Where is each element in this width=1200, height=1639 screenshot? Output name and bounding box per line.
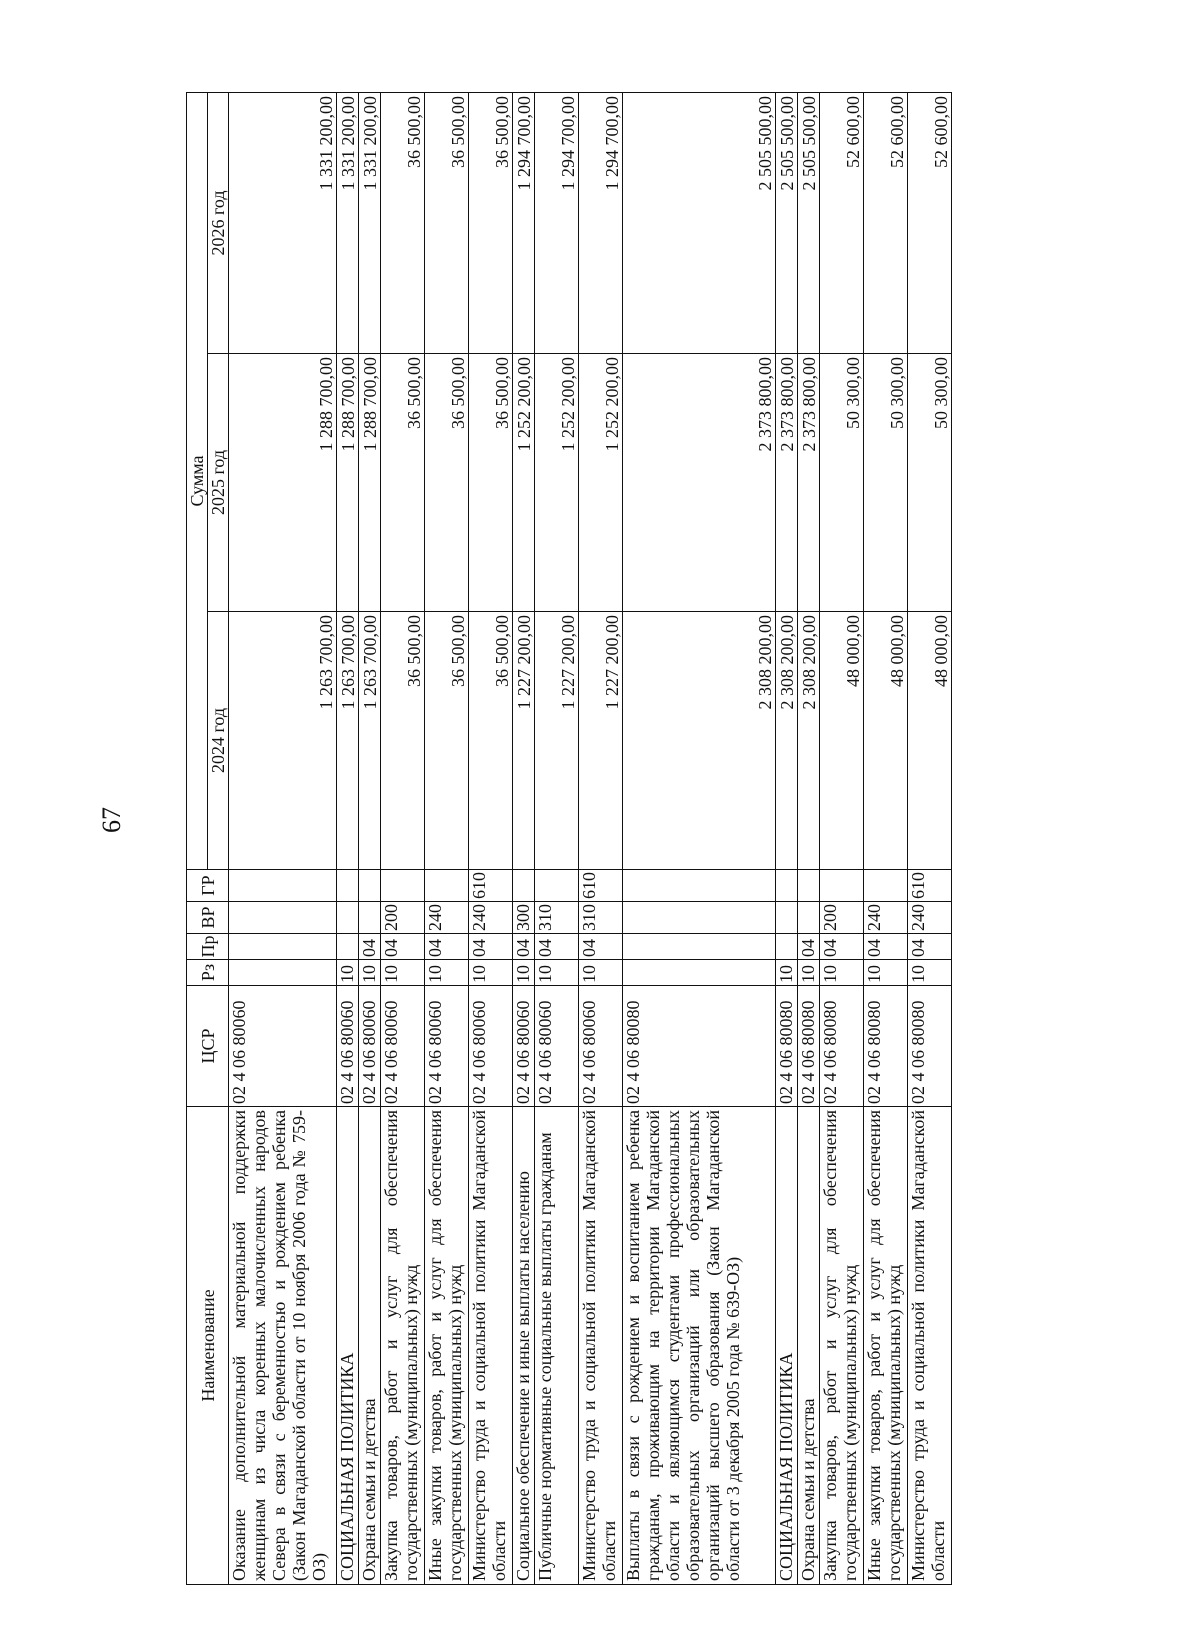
gr-cell: [359, 870, 381, 902]
table-row: [776, 92, 798, 1584]
amount-2026-cell: 1 294 700,00: [535, 92, 579, 353]
header-2025: 2025 год: [208, 354, 229, 612]
budget-table-page: [186, 93, 1076, 1585]
rz-cell: [229, 960, 337, 986]
name-cell: Министерство труда и социальной политики Магаданской области: [908, 1107, 952, 1585]
amount-2026-cell: 52 600,00: [820, 92, 864, 353]
header-pr: Пр: [187, 934, 229, 960]
amount-2024-cell: 36 500,00: [469, 612, 513, 870]
gr-cell: [798, 870, 820, 902]
table-row: [425, 92, 469, 1584]
name-cell: Охрана семьи и детства: [798, 1107, 820, 1585]
table-row: [908, 92, 952, 1584]
amount-2024-cell: 36 500,00: [381, 612, 425, 870]
csr-cell: 02 4 06 80060: [513, 986, 535, 1107]
name-cell: Закупка товаров, работ и услуг для обеспечения государственных (муниципальных) нужд: [381, 1107, 425, 1585]
csr-cell: 02 4 06 80080: [776, 986, 798, 1107]
pr-cell: [623, 934, 776, 960]
amount-2025-cell: 1 252 200,00: [513, 354, 535, 612]
amount-2026-cell: 1 331 200,00: [337, 92, 359, 353]
vr-cell: 300: [513, 902, 535, 934]
pr-cell: 04: [908, 934, 952, 960]
amount-2026-cell: 52 600,00: [908, 92, 952, 353]
csr-cell: 02 4 06 80060: [337, 986, 359, 1107]
header-csr: ЦСР: [187, 986, 229, 1107]
name-cell: Министерство труда и социальной политики Магаданской области: [579, 1107, 623, 1585]
amount-2025-cell: 2 373 800,00: [798, 354, 820, 612]
vr-cell: 240: [864, 902, 908, 934]
vr-cell: [776, 902, 798, 934]
name-cell: Министерство труда и социальной политики Магаданской области: [469, 1107, 513, 1585]
csr-cell: 02 4 06 80060: [359, 986, 381, 1107]
gr-cell: [513, 870, 535, 902]
rz-cell: 10: [820, 960, 864, 986]
rz-cell: [623, 960, 776, 986]
pr-cell: 04: [381, 934, 425, 960]
gr-cell: [425, 870, 469, 902]
name-cell: СОЦИАЛЬНАЯ ПОЛИТИКА: [337, 1107, 359, 1585]
table-row: [381, 92, 425, 1584]
amount-2024-cell: 1 227 200,00: [513, 612, 535, 870]
csr-cell: 02 4 06 80060: [535, 986, 579, 1107]
amount-2026-cell: 1 294 700,00: [513, 92, 535, 353]
amount-2024-cell: 2 308 200,00: [776, 612, 798, 870]
csr-cell: 02 4 06 80060: [579, 986, 623, 1107]
gr-cell: 610: [469, 870, 513, 902]
amount-2024-cell: 1 263 700,00: [359, 612, 381, 870]
name-cell: Выплаты в связи с рождением и воспитанием ребенка гражданам, проживающим на территории Магаданской области и являющимся студентами профессиональных образовательных организаций или образовательных организаций высшего образования (Закон Магаданской области от 3 декабря 2005 года № 639-ОЗ): [623, 1107, 776, 1585]
amount-2026-cell: 36 500,00: [381, 92, 425, 353]
pr-cell: [776, 934, 798, 960]
amount-2026-cell: 2 505 500,00: [798, 92, 820, 353]
rz-cell: 10: [535, 960, 579, 986]
amount-2024-cell: 48 000,00: [864, 612, 908, 870]
vr-cell: [623, 902, 776, 934]
gr-cell: [337, 870, 359, 902]
amount-2026-cell: 36 500,00: [469, 92, 513, 353]
rz-cell: 10: [908, 960, 952, 986]
pr-cell: 04: [820, 934, 864, 960]
vr-cell: [798, 902, 820, 934]
rz-cell: 10: [579, 960, 623, 986]
vr-cell: 200: [820, 902, 864, 934]
gr-cell: 610: [579, 870, 623, 902]
rz-cell: 10: [776, 960, 798, 986]
amount-2025-cell: 50 300,00: [820, 354, 864, 612]
gr-cell: [820, 870, 864, 902]
rz-cell: 10: [359, 960, 381, 986]
gr-cell: [535, 870, 579, 902]
rz-cell: 10: [469, 960, 513, 986]
amount-2025-cell: 2 373 800,00: [776, 354, 798, 612]
amount-2026-cell: 1 331 200,00: [359, 92, 381, 353]
header-sum: Сумма: [187, 92, 208, 869]
table-row: [820, 92, 864, 1584]
vr-cell: 240: [908, 902, 952, 934]
name-cell: СОЦИАЛЬНАЯ ПОЛИТИКА: [776, 1107, 798, 1585]
amount-2024-cell: 2 308 200,00: [623, 612, 776, 870]
csr-cell: 02 4 06 80060: [469, 986, 513, 1107]
csr-cell: 02 4 06 80060: [229, 986, 337, 1107]
amount-2026-cell: 2 505 500,00: [776, 92, 798, 353]
table-row: [229, 92, 337, 1584]
csr-cell: 02 4 06 80060: [425, 986, 469, 1107]
amount-2025-cell: 36 500,00: [381, 354, 425, 612]
name-cell: Иные закупки товаров, работ и услуг для обеспечения государственных (муниципальных) нужд: [864, 1107, 908, 1585]
vr-cell: 310: [579, 902, 623, 934]
name-cell: Публичные нормативные социальные выплаты гражданам: [535, 1107, 579, 1585]
amount-2024-cell: 1 263 700,00: [337, 612, 359, 870]
amount-2025-cell: 1 288 700,00: [229, 354, 337, 612]
table-row: [864, 92, 908, 1584]
header-rz: Рз: [187, 960, 229, 986]
vr-cell: [229, 902, 337, 934]
amount-2025-cell: 1 288 700,00: [359, 354, 381, 612]
amount-2024-cell: 48 000,00: [820, 612, 864, 870]
vr-cell: 200: [381, 902, 425, 934]
amount-2026-cell: 1 331 200,00: [229, 92, 337, 353]
amount-2025-cell: 1 252 200,00: [535, 354, 579, 612]
vr-cell: 310: [535, 902, 579, 934]
vr-cell: 240: [469, 902, 513, 934]
header-2024: 2024 год: [208, 612, 229, 870]
budget-table: [186, 92, 952, 1585]
rz-cell: 10: [864, 960, 908, 986]
table-row: [359, 92, 381, 1584]
table-row: [798, 92, 820, 1584]
pr-cell: 04: [535, 934, 579, 960]
header-2026: 2026 год: [208, 92, 229, 353]
rz-cell: 10: [337, 960, 359, 986]
amount-2026-cell: 2 505 500,00: [623, 92, 776, 353]
csr-cell: 02 4 06 80080: [908, 986, 952, 1107]
gr-cell: [623, 870, 776, 902]
name-cell: Охрана семьи и детства: [359, 1107, 381, 1585]
name-cell: Оказание дополнительной материальной поддержки женщинам из числа коренных малочисленных народов Севера в связи с беременностью и рождением ребенка (Закон Магаданской области от 10 ноября 2006 года № 759-ОЗ): [229, 1107, 337, 1585]
amount-2024-cell: 2 308 200,00: [798, 612, 820, 870]
amount-2024-cell: 1 263 700,00: [229, 612, 337, 870]
header-name: Наименование: [187, 1107, 229, 1585]
rz-cell: 10: [425, 960, 469, 986]
pr-cell: 04: [425, 934, 469, 960]
amount-2025-cell: 2 373 800,00: [623, 354, 776, 612]
csr-cell: 02 4 06 80060: [381, 986, 425, 1107]
pr-cell: 04: [359, 934, 381, 960]
amount-2025-cell: 50 300,00: [908, 354, 952, 612]
header-vr: ВР: [187, 902, 229, 934]
amount-2026-cell: 1 294 700,00: [579, 92, 623, 353]
rz-cell: 10: [381, 960, 425, 986]
pr-cell: 04: [469, 934, 513, 960]
name-cell: Социальное обеспечение и иные выплаты населению: [513, 1107, 535, 1585]
gr-cell: [229, 870, 337, 902]
amount-2024-cell: 1 227 200,00: [535, 612, 579, 870]
amount-2025-cell: 50 300,00: [864, 354, 908, 612]
pr-cell: 04: [579, 934, 623, 960]
table-row: [579, 92, 623, 1584]
amount-2026-cell: 52 600,00: [864, 92, 908, 353]
vr-cell: [359, 902, 381, 934]
gr-cell: 610: [908, 870, 952, 902]
pr-cell: 04: [864, 934, 908, 960]
csr-cell: 02 4 06 80080: [798, 986, 820, 1107]
amount-2026-cell: 36 500,00: [425, 92, 469, 353]
table-row: [535, 92, 579, 1584]
gr-cell: [864, 870, 908, 902]
name-cell: Закупка товаров, работ и услуг для обеспечения государственных (муниципальных) нужд: [820, 1107, 864, 1585]
gr-cell: [776, 870, 798, 902]
rz-cell: 10: [798, 960, 820, 986]
table-row: [469, 92, 513, 1584]
gr-cell: [381, 870, 425, 902]
pr-cell: [229, 934, 337, 960]
csr-cell: 02 4 06 80080: [820, 986, 864, 1107]
header-gr: ГР: [187, 870, 229, 902]
amount-2024-cell: 48 000,00: [908, 612, 952, 870]
table-row: [623, 92, 776, 1584]
pr-cell: [337, 934, 359, 960]
vr-cell: 240: [425, 902, 469, 934]
vr-cell: [337, 902, 359, 934]
csr-cell: 02 4 06 80080: [623, 986, 776, 1107]
pr-cell: 04: [513, 934, 535, 960]
pr-cell: 04: [798, 934, 820, 960]
amount-2024-cell: 36 500,00: [425, 612, 469, 870]
name-cell: Иные закупки товаров, работ и услуг для обеспечения государственных (муниципальных) нужд: [425, 1107, 469, 1585]
amount-2025-cell: 1 252 200,00: [579, 354, 623, 612]
csr-cell: 02 4 06 80080: [864, 986, 908, 1107]
page-number: 67: [97, 807, 126, 833]
amount-2025-cell: 1 288 700,00: [337, 354, 359, 612]
amount-2025-cell: 36 500,00: [469, 354, 513, 612]
rz-cell: 10: [513, 960, 535, 986]
table-row: [513, 92, 535, 1584]
table-row: [337, 92, 359, 1584]
amount-2025-cell: 36 500,00: [425, 354, 469, 612]
amount-2024-cell: 1 227 200,00: [579, 612, 623, 870]
